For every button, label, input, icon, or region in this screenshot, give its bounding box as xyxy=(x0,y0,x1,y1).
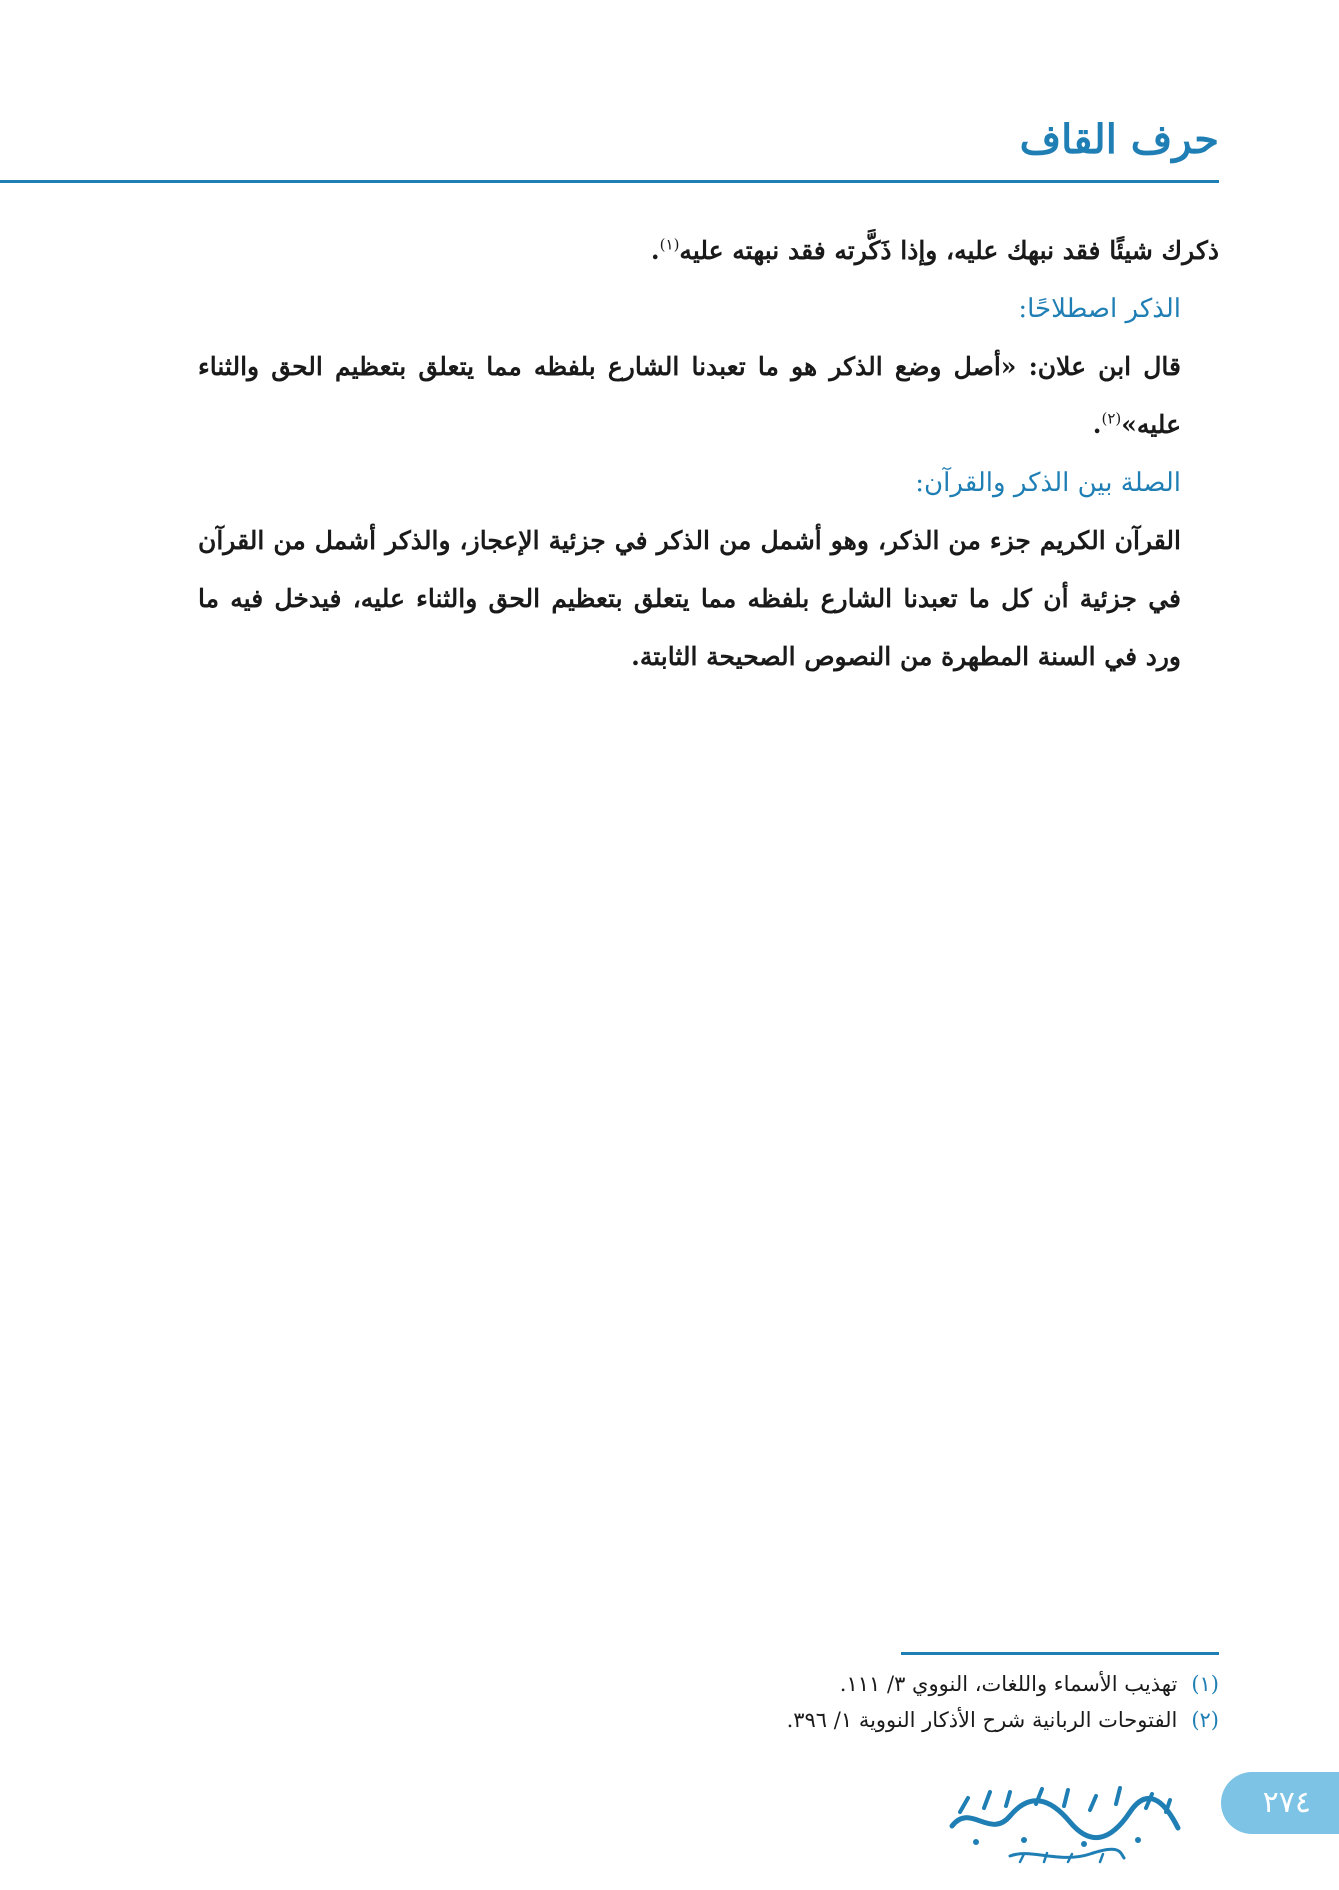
main-content xyxy=(198,222,1219,686)
footnote-text: تهذيب الأسماء واللغات، النووي ٣/ ١١١. xyxy=(839,1672,1178,1696)
paragraph-2 xyxy=(198,338,1219,454)
page-number: ٢٧٤ xyxy=(1262,1785,1311,1820)
footnote-divider xyxy=(901,1652,1219,1655)
paragraph-1 xyxy=(198,222,1219,280)
footnote-ref-1[interactable]: (١) xyxy=(659,235,680,254)
footnote-item xyxy=(198,1666,1219,1702)
header-divider xyxy=(0,180,1219,183)
footnote-item xyxy=(198,1702,1219,1738)
section-heading-terminology: الذكر اصطلاحًا: xyxy=(1018,294,1181,324)
encyclopedia-logo xyxy=(940,1782,1188,1874)
paragraph-2-text: قال ابن علان: «أصل وضع الذكر هو ما تعبدنا الشارع بلفظه مما يتعلق بتعظيم الحق والثناء عليه» xyxy=(198,352,1181,439)
paragraph-1-text: ذكرك شيئًا فقد نبهك عليه، وإذا ذَكَّرته فقد نبهته عليه xyxy=(679,236,1219,265)
paragraph-1-end: . xyxy=(650,236,660,265)
paragraph-2-end: . xyxy=(1092,410,1102,439)
footnote-number: (٢) xyxy=(1191,1708,1219,1732)
chapter-title: حرف القاف xyxy=(1019,116,1219,163)
paragraph-3: القرآن الكريم جزء من الذكر، وهو أشمل من الذكر في جزئية الإعجاز، والذكر أشمل من القرآن في جزئية أن كل ما تعبدنا الشارع بلفظه مما يتعلق بتعظيم الحق والثناء عليه، فيدخل فيه ما ورد في السنة المطهرة من النصوص الصحيحة الثابتة. xyxy=(198,526,1181,671)
footnote-number: (١) xyxy=(1191,1672,1219,1696)
footnote-ref-2[interactable]: (٢) xyxy=(1101,409,1122,428)
section-heading-relation: الصلة بين الذكر والقرآن: xyxy=(915,468,1181,498)
footnotes xyxy=(198,1666,1219,1738)
footnote-text: الفتوحات الربانية شرح الأذكار النووية ١/ ٣٩٦. xyxy=(786,1708,1178,1732)
